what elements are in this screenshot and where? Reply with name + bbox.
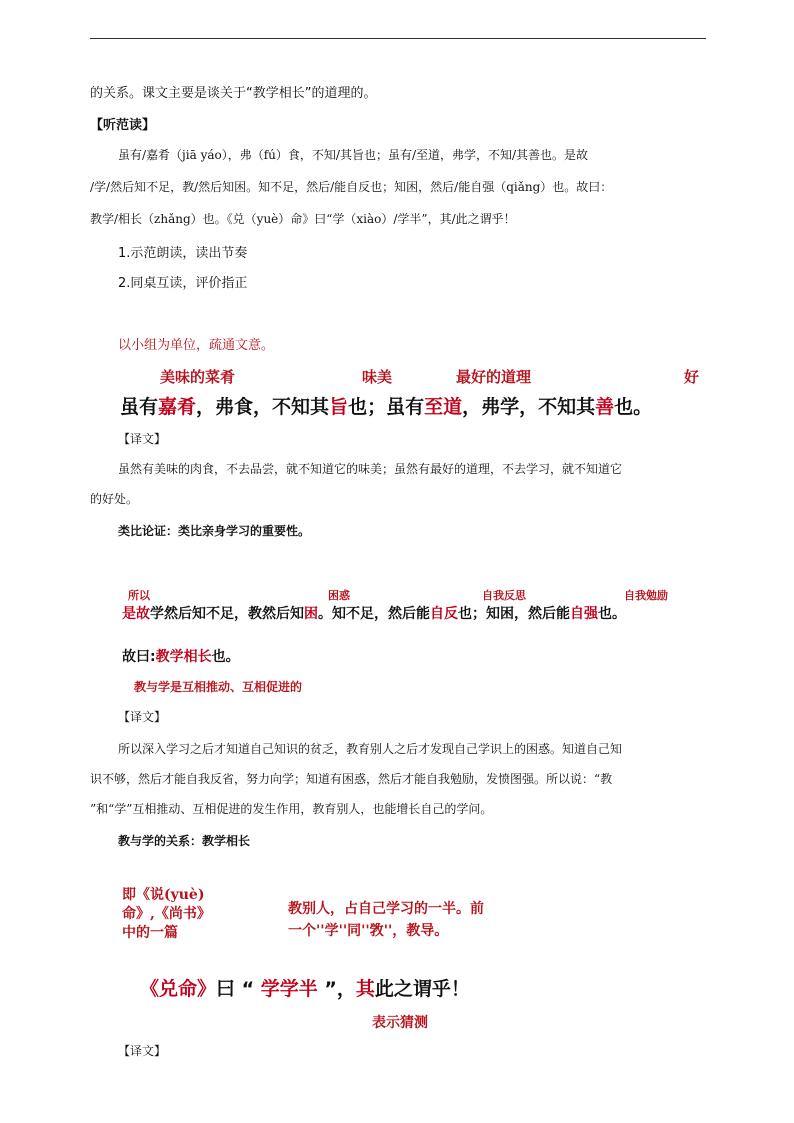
sentence-4-part: 此之谓乎！ — [374, 978, 470, 1000]
relation-note: 教与学的关系：教学相长 — [118, 834, 251, 848]
step-1: 1.示范朗读，读出节奏 — [118, 246, 248, 261]
sentence-2-part: 。知不足，然后能 — [318, 606, 430, 622]
annotation-mutual-promotion: 教与学是互相推动、互相促进的 — [134, 680, 303, 694]
sentence-1-part: ，弗学，不知其 — [462, 396, 596, 418]
annotation-teaching-half — [288, 898, 484, 942]
sentence-1 — [120, 392, 652, 419]
translation-1-line2: 的好处。 — [90, 492, 139, 506]
annotation-therefore: 所以 — [128, 589, 150, 602]
translation-2-line3: ”和“学”互相推动、互相促进的发生作用，教育别人，也能增长自己的学问。 — [90, 802, 493, 816]
sentence-4-keyword: 其 — [355, 978, 375, 1000]
text-line-top: 的关系。课文主要是谈关于“教学相长”的道理的。 — [90, 86, 377, 101]
annotation-shuoming-line: 中的一篇 — [122, 925, 178, 941]
annotation-best-principle: 最好的道理 — [456, 368, 532, 386]
sentence-2-keyword: 困 — [304, 606, 318, 622]
sentence-1-keyword: 善 — [595, 396, 615, 418]
yiwen-label-1: 【译文】 — [118, 432, 167, 446]
annotation-self-reflection: 自我反思 — [482, 589, 526, 602]
sentence-2-keyword: 自反 — [430, 606, 458, 622]
yiwen-label-2: 【译文】 — [118, 710, 167, 724]
para1-line2-text: /学/然后知不足，教/然后知困。知不足，然后/能自反也；知困，然后/能自强（qiǎng）也。故曰： — [90, 180, 613, 194]
header-rule — [90, 38, 706, 39]
sentence-1-part: 也；虽有 — [348, 396, 425, 418]
sentence-3-part: 也。 — [211, 649, 240, 665]
annotation-delicious-dish: 美味的菜肴 — [160, 368, 236, 386]
sentence-1-part: ，弗食，不知其 — [196, 396, 330, 418]
para1-line1 — [118, 146, 588, 163]
sentence-2 — [122, 603, 626, 623]
para1-line3-text: 教学/相长（zhǎng）也。《兑（yuè）命》曰“学（xiào）/学半”，其/此之谓乎！ — [90, 212, 516, 226]
translation-2-line2: 识不够，然后才能自我反省，努力向学；知道有困惑，然后才能自我勉励，发愤图强。所以说：“教 — [90, 772, 613, 786]
sentence-1-part: 虽有 — [120, 396, 159, 418]
step-2: 2.同桌互读，评价指正 — [118, 276, 248, 291]
sentence-1-keyword: 至道 — [424, 396, 463, 418]
para1-line2 — [90, 178, 612, 195]
sentence-3 — [122, 646, 240, 666]
sentence-4-part: ”， — [317, 978, 356, 1000]
sentence-2-part: 也；知困，然后能 — [458, 606, 570, 622]
sentence-1-keyword: 旨 — [329, 396, 349, 418]
annotation-shuoming-line: 即《说(yuè) — [122, 887, 205, 903]
para1-line1-text: 虽有/嘉肴（jiā yáo），弗（fú）食，不知/其旨也；虽有/至道，弗学，不知/其善也。是故 — [118, 148, 589, 162]
sentence-4 — [140, 974, 470, 1001]
sentence-3-part: 故曰: — [122, 649, 156, 665]
heading-listen-reading: 【听范读】 — [90, 118, 156, 133]
sentence-2-part: 也。 — [598, 606, 626, 622]
annotation-confusion: 困惑 — [328, 589, 350, 602]
annotation-good: 好 — [684, 368, 700, 386]
sentence-4-keyword: 学学半 — [260, 978, 318, 1000]
analogy-note: 类比论证：类比亲身学习的重要性。 — [118, 524, 311, 538]
annotation-guess: 表示猜测 — [372, 1015, 428, 1031]
annotation-teaching-line: 教别人，占自己学习的一半。前 — [288, 901, 484, 917]
translation-2-line1: 所以深入学习之后才知道自己知识的贫乏，教育别人之后才发现自己学识上的困惑。知道自己知 — [118, 742, 623, 756]
sentence-4-keyword: 《兑命》 — [140, 978, 217, 1000]
annotation-tasty: 味美 — [362, 368, 393, 386]
sentence-2-keyword: 自强 — [570, 606, 598, 622]
sentence-2-part: 学然后知不足，教然后知 — [150, 606, 304, 622]
sentence-3-keyword: 教学相长 — [155, 649, 212, 665]
sentence-1-keyword: 嘉肴 — [158, 396, 197, 418]
annotation-teaching-line: 一个''学''同''敩''，教导。 — [288, 923, 449, 939]
annotation-shuoming-line: 命》,《尚书》 — [122, 906, 211, 922]
sentence-1-part: 也。 — [614, 396, 653, 418]
sentence-2-keyword: 是故 — [122, 606, 150, 622]
translation-1-line1: 虽然有美味的肉食，不去品尝，就不知道它的味美；虽然有最好的道理，不去学习，就不知道它 — [118, 462, 623, 476]
group-task: 以小组为单位，疏通文意。 — [118, 338, 275, 353]
annotation-shuoming-source — [122, 886, 211, 943]
yiwen-label-3: 【译文】 — [118, 1044, 167, 1058]
sentence-4-part: 曰 “ — [216, 978, 261, 1000]
para1-line3 — [90, 210, 516, 227]
annotation-self-encouragement: 自我勉励 — [624, 589, 668, 602]
